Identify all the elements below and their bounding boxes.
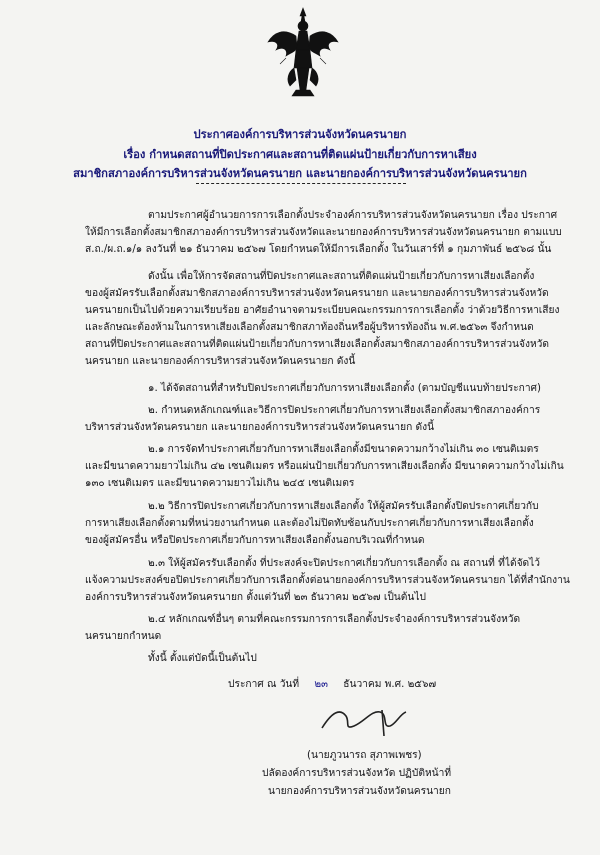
signer-name: (นายภูวนารถ สุภาพเพชร) <box>307 750 422 761</box>
body-line: ๑๓๐ เซนติเมตร และมีขนาดความยาวไม่เกิน ๒๔๕ เซนติเมตร <box>85 478 355 489</box>
body-line: ๒. กำหนดหลักเกณฑ์และวิธีการปิดประกาศเกี่ยวกับการหาเสียงเลือกตั้งสมาชิกสภาองค์การ <box>148 405 541 416</box>
announce-month-year: ธันวาคม พ.ศ. ๒๕๖๗ <box>343 679 437 690</box>
garuda-emblem-icon <box>266 6 340 98</box>
body-line: และมีขนาดความยาวไม่เกิน ๔๒ เซนติเมตร หรือแผ่นป้ายเกี่ยวกับการหาเสียงเลือกตั้ง มีขนาดความกว้างไม่เกิน <box>85 461 564 472</box>
header-separator <box>196 183 406 184</box>
body-line: ๒.๒ วิธีการปิดประกาศเกี่ยวกับการหาเสียงเลือกตั้ง ให้ผู้สมัครรับเลือกตั้งปิดประกาศเกี่ยวกับ <box>148 501 539 512</box>
body-line: และลักษณะต้องห้ามในการหาเสียงเลือกตั้งสมาชิกสภาท้องถิ่นหรือผู้บริหารท้องถิ่น พ.ศ.๒๕๖๓ จึงกำหนด <box>85 322 534 333</box>
document-header-subject: เรื่อง กำหนดสถานที่ปิดประกาศและสถานที่ติดแผ่นป้ายเกี่ยวกับการหาเสียง <box>123 148 477 161</box>
body-line: การหาเสียงเลือกตั้งตามที่หน่วยงานกำหนด และต้องไม่ปิดทับซ้อนกับประกาศเกี่ยวกับการหาเสียงเลือกตั้ง <box>85 518 534 529</box>
body-line: ๒.๓ ให้ผู้สมัครรับเลือกตั้ง ที่ประสงค์จะปิดประกาศเกี่ยวกับการเลือกตั้ง ณ สถานที่ ที่ได้จัดไว้ <box>148 558 541 569</box>
document-header-subject-line2: สมาชิกสภาองค์การบริหารส่วนจังหวัดนครนายก และนายกองค์การบริหารส่วนจังหวัดนครนายก <box>73 167 527 180</box>
body-line: สถานที่ปิดประกาศและสถานที่ติดแผ่นป้ายเกี่ยวกับการหาเสียงเลือกตั้งสมาชิกสภาองค์การบริหารส่วนจังหวัด <box>85 339 550 350</box>
body-line: นครนายกกำหนด <box>85 631 162 642</box>
body-line: ตามประกาศผู้อำนวยการการเลือกตั้งประจำองค์การบริหารส่วนจังหวัดนครนายก เรื่อง ประกาศ <box>148 210 558 221</box>
body-line: ส.ถ./ผ.ถ.๑/๑ ลงวันที่ ๒๑ ธันวาคม ๒๕๖๗ โดยกำหนดให้มีการเลือกตั้ง ในวันเสาร์ที่ ๑ กุมภาพันธ์ ๒๕๖๘ นั้น <box>85 244 552 255</box>
body-line: องค์การบริหารส่วนจังหวัดนครนายก ตั้งแต่วันที่ ๒๓ ธันวาคม ๒๕๖๗ เป็นต้นไป <box>85 592 426 603</box>
body-line: ๒.๔ หลักเกณฑ์อื่นๆ ตามที่คณะกรรมการการเลือกตั้งประจำองค์การบริหารส่วนจังหวัด <box>148 614 521 625</box>
body-line: ของผู้สมัครรับเลือกตั้งสมาชิกสภาองค์การบริหารส่วนจังหวัดนครนายก และนายกองค์การบริหารส่วนจังหวัด <box>85 288 549 299</box>
body-line: นครนายกเป็นไปด้วยความเรียบร้อย อาศัยอำนาจตามระเบียบคณะกรรมการการเลือกตั้ง ว่าด้วยวิธีการหาเสียง <box>85 305 560 316</box>
body-line: ๒.๑ การจัดทำประกาศเกี่ยวกับการหาเสียงเลือกตั้งมีขนาดความกว้างไม่เกิน ๓๐ เซนติเมตร <box>148 444 539 455</box>
document-header-org: ประกาศองค์การบริหารส่วนจังหวัดนครนายก <box>193 128 407 141</box>
body-line: นครนายก และนายกองค์การบริหารส่วนจังหวัดนครนายก ดังนี้ <box>85 356 356 367</box>
body-line: ให้มีการเลือกตั้งสมาชิกสภาองค์การบริหารส่วนจังหวัดและนายกองค์การบริหารส่วนจังหวัดนครนายก ตามแบบ <box>85 227 562 238</box>
body-line: ดังนั้น เพื่อให้การจัดสถานที่ปิดประกาศและสถานที่ติดแผ่นป้ายเกี่ยวกับการหาเสียงเลือกตั้ง <box>148 271 535 282</box>
signer-title-line2: นายกองค์การบริหารส่วนจังหวัดนครนายก <box>268 786 451 797</box>
announce-day: ๒๓ <box>314 679 329 690</box>
body-line: ๑. ได้จัดสถานที่สำหรับปิดประกาศเกี่ยวกับการหาเสียงเลือกตั้ง (ตามบัญชีแนบท้ายประกาศ) <box>148 383 541 394</box>
body-line: ทั้งนี้ ตั้งแต่บัดนี้เป็นต้นไป <box>148 653 257 664</box>
handwritten-signature <box>318 702 428 742</box>
announce-date <box>228 678 436 691</box>
body-line: ของผู้สมัครอื่น หรือปิดประกาศเกี่ยวกับการหาเสียงเลือกตั้งนอกบริเวณที่กำหนด <box>85 535 425 546</box>
announce-prefix: ประกาศ ณ วันที่ <box>228 679 300 690</box>
signer-title-line1: ปลัดองค์การบริหารส่วนจังหวัด ปฏิบัติหน้าที่ <box>262 768 452 779</box>
body-line: แจ้งความประสงค์ขอปิดประกาศเกี่ยวกับการเลือกตั้งต่อนายกองค์การบริหารส่วนจังหวัดนครนายก ได้ที่สำนักงาน <box>85 575 570 586</box>
body-line: บริหารส่วนจังหวัดนครนายก และนายกองค์การบริหารส่วนจังหวัดนครนายก ดังนี้ <box>85 422 435 433</box>
